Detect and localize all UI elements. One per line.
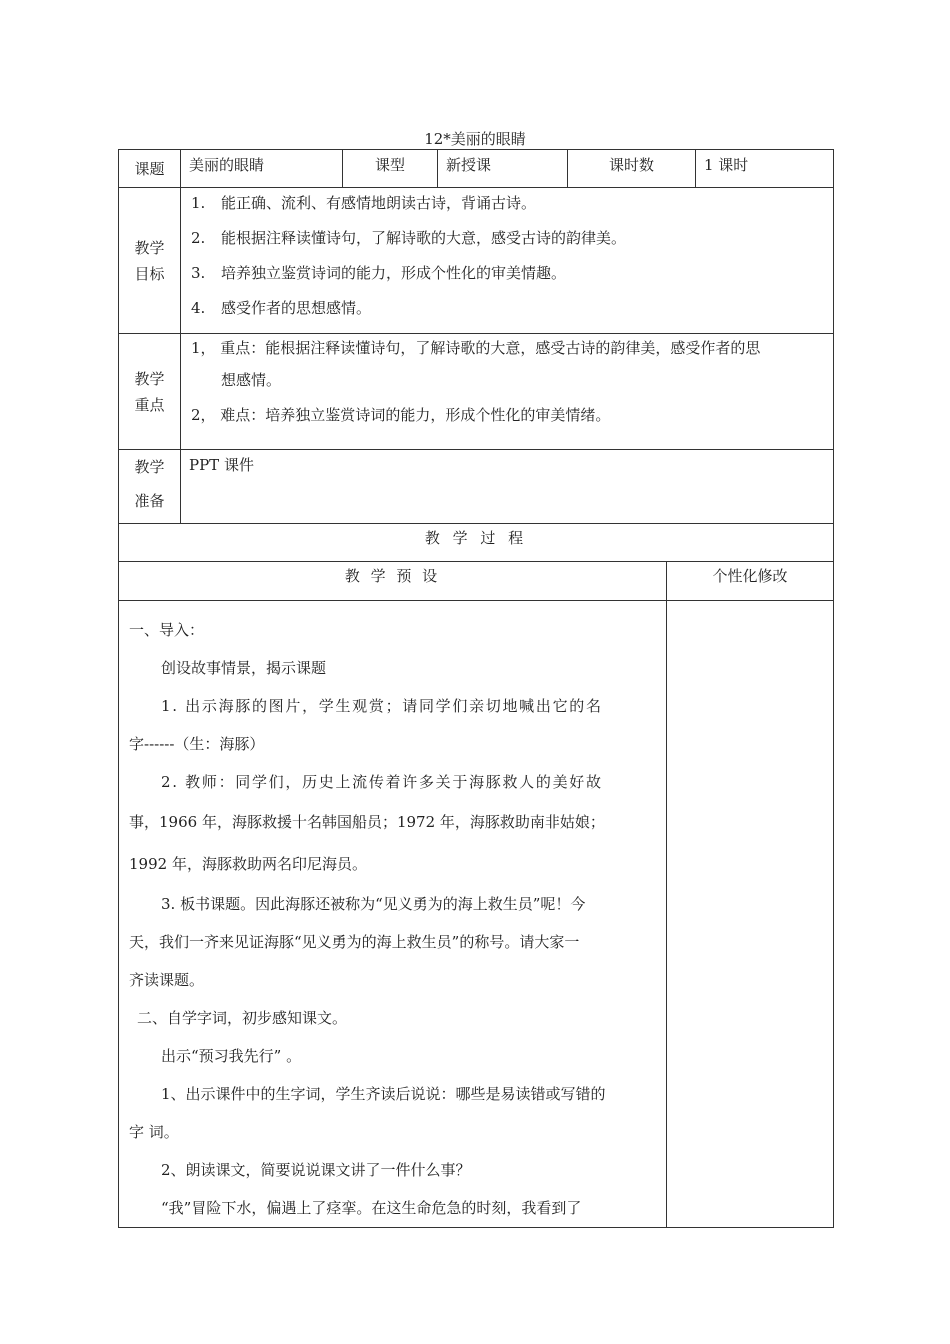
- goal-item: 2. 能根据注释读懂诗句，了解诗歌的大意，感受古诗的韵律美。: [191, 229, 627, 247]
- page-title: 12*美丽的眼睛: [424, 130, 526, 148]
- goals-row: [119, 188, 834, 334]
- type-value: 新授课: [438, 150, 568, 188]
- paragraph: 字------（生：海豚）: [129, 735, 265, 753]
- key-points-row: [119, 334, 834, 450]
- topic-value: 美丽的眼睛: [181, 150, 343, 188]
- hours-label: 课时数: [568, 150, 696, 188]
- topic-label: 课题: [119, 150, 181, 188]
- prep-value: PPT 课件: [181, 450, 834, 524]
- key-points-content: [181, 334, 834, 450]
- goal-item: 4. 感受作者的思想感情。: [191, 299, 372, 317]
- paragraph: 1992 年，海豚救助两名印尼海员。: [129, 855, 367, 873]
- prep-row: [119, 450, 834, 524]
- hours-value: 1 课时: [696, 150, 834, 188]
- paragraph: 1、出示课件中的生字词，学生齐读后说说：哪些是易读错或写错的: [161, 1085, 606, 1103]
- difficulty-item: 2， 难点：培养独立鉴赏诗词的能力，形成个性化的审美情绪。: [191, 406, 611, 424]
- goals-list: [181, 188, 834, 334]
- process-header-row: [119, 524, 834, 562]
- goal-item: 1. 能正确、流利、有感情地朗读古诗，背诵古诗。: [191, 194, 537, 212]
- section-heading: 二、自学字词，初步感知课文。: [137, 1009, 348, 1027]
- paragraph: 齐读课题。: [129, 971, 205, 989]
- paragraph: 3. 板书课题。因此海豚还被称为“见义勇为的海上救生员”呢！今: [161, 895, 586, 913]
- key-point-item: 1， 重点：能根据注释读懂诗句，了解诗歌的大意，感受古诗的韵律美，感受作者的思: [191, 339, 761, 357]
- prep-label: 教学 准备: [119, 450, 181, 524]
- paragraph: 事，1966 年，海豚救援十名韩国船员；1972 年，海豚救助南非姑娘；: [129, 813, 605, 831]
- process-subheader-row: [119, 562, 834, 601]
- process-table: [118, 561, 834, 1228]
- paragraph: 字 词。: [129, 1123, 179, 1141]
- process-header: 教 学 过 程: [119, 524, 834, 562]
- personal-header: 个性化修改: [667, 562, 834, 601]
- key-points-label: 教学 重点: [119, 334, 181, 450]
- personal-notes-column: [667, 601, 834, 1228]
- paragraph: “我”冒险下水，偏遇上了痉挛。在这生命危急的时刻，我看到了: [161, 1199, 582, 1217]
- preset-content: [119, 601, 667, 1228]
- key-point-continuation: 想感情。: [221, 371, 282, 389]
- paragraph: 创设故事情景，揭示课题: [161, 659, 327, 677]
- process-body-row: [119, 601, 834, 1228]
- preset-header: 教 学 预 设: [119, 562, 667, 601]
- header-row: [119, 150, 834, 188]
- goal-item: 3. 培养独立鉴赏诗词的能力，形成个性化的审美情趣。: [191, 264, 567, 282]
- paragraph: 2. 教师：同学们，历史上流传着许多关于海豚救人的美好故: [161, 773, 603, 791]
- paragraph: 2、朗读课文，简要说说课文讲了一件什么事？: [161, 1161, 471, 1179]
- paragraph: 天，我们一齐来见证海豚“见义勇为的海上救生员”的称号。请大家一: [129, 933, 580, 951]
- type-label: 课型: [343, 150, 438, 188]
- goals-label: 教学 目标: [119, 188, 181, 334]
- paragraph: 出示“预习我先行” 。: [161, 1047, 302, 1065]
- section-heading: 一、导入：: [129, 621, 205, 639]
- paragraph: 1. 出示海豚的图片，学生观赏；请同学们亲切地喊出它的名: [161, 697, 603, 715]
- lesson-plan-table: [118, 149, 834, 562]
